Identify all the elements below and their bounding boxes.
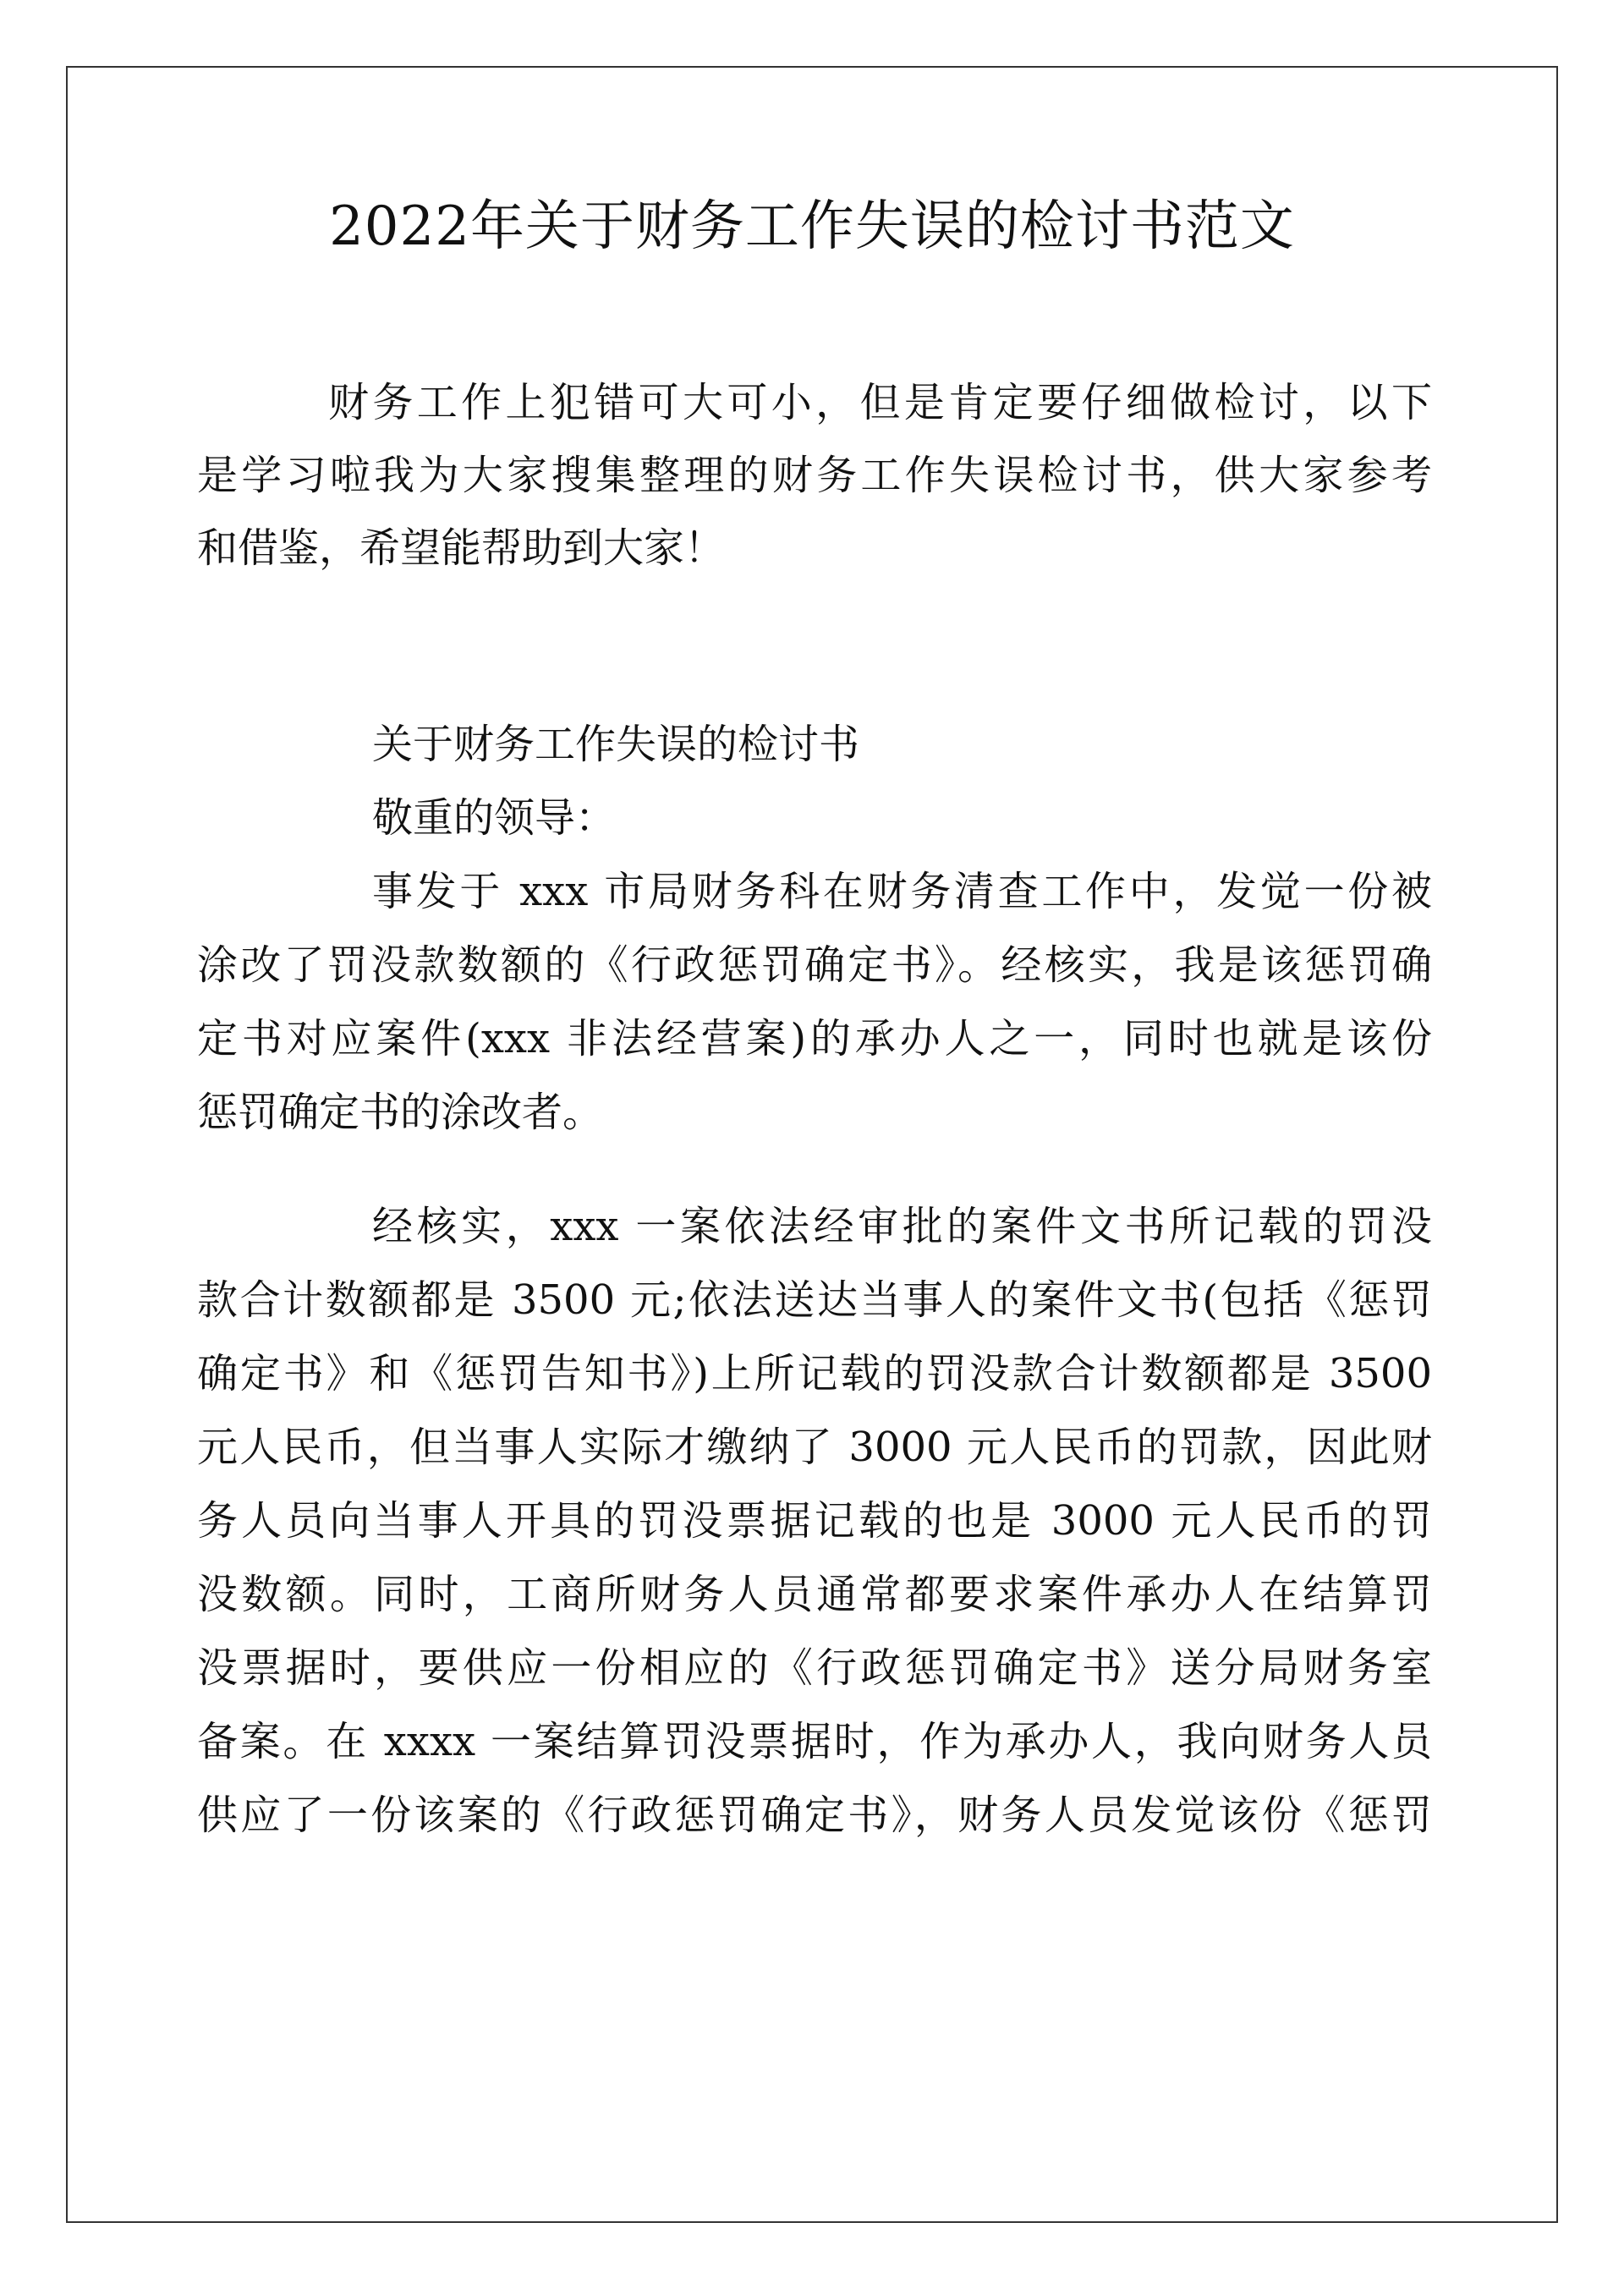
salutation: 敬重的领导：	[372, 794, 617, 842]
document-title: 2022年关于财务工作失误的检讨书范文	[329, 195, 1295, 258]
paragraph2-line-8: 备案。在 xxxx 一案结算罚没票据时，作为承办人，我向财务人员	[197, 1718, 1432, 1765]
paragraph1-line-3: 定书对应案件(xxx 非法经营案)的承办人之一，同时也就是该份	[197, 1015, 1432, 1062]
paragraph1-line-1: 事发于 xxx 市局财务科在财务清查工作中，发觉一份被	[372, 868, 1432, 915]
paragraph2-line-7: 没票据时，要供应一份相应的《行政惩罚确定书》送分局财务室	[197, 1644, 1432, 1692]
paragraph2-line-6: 没数额。同时，工商所财务人员通常都要求案件承办人在结算罚	[197, 1571, 1432, 1618]
paragraph2-line-9: 供应了一份该案的《行政惩罚确定书》，财务人员发觉该份《惩罚	[197, 1792, 1432, 1839]
letter-heading: 关于财务工作失误的检讨书	[372, 721, 860, 768]
paragraph2-line-5: 务人员向当事人开具的罚没票据记载的也是 3000 元人民币的罚	[197, 1497, 1432, 1545]
paragraph1-line-4: 惩罚确定书的涂改者。	[197, 1089, 604, 1136]
paragraph2-line-4: 元人民币，但当事人实际才缴纳了 3000 元人民币的罚款，因此财	[197, 1424, 1432, 1471]
paragraph2-line-1: 经核实，xxx 一案依法经审批的案件文书所记载的罚没	[372, 1203, 1432, 1250]
intro-line-1: 财务工作上犯错可大可小，但是肯定要仔细做检讨，以下	[328, 379, 1432, 426]
intro-line-3: 和借鉴，希望能帮助到大家！	[197, 524, 726, 572]
paragraph2-line-2: 款合计数额都是 3500 元;依法送达当事人的案件文书(包括《惩罚	[197, 1276, 1432, 1324]
paragraph1-line-2: 涂改了罚没款数额的《行政惩罚确定书》。经核实，我是该惩罚确	[197, 941, 1432, 989]
intro-line-2: 是学习啦我为大家搜集整理的财务工作失误检讨书，供大家参考	[197, 452, 1432, 499]
paragraph2-line-3: 确定书》和《惩罚告知书》)上所记载的罚没款合计数额都是 3500	[197, 1350, 1432, 1397]
